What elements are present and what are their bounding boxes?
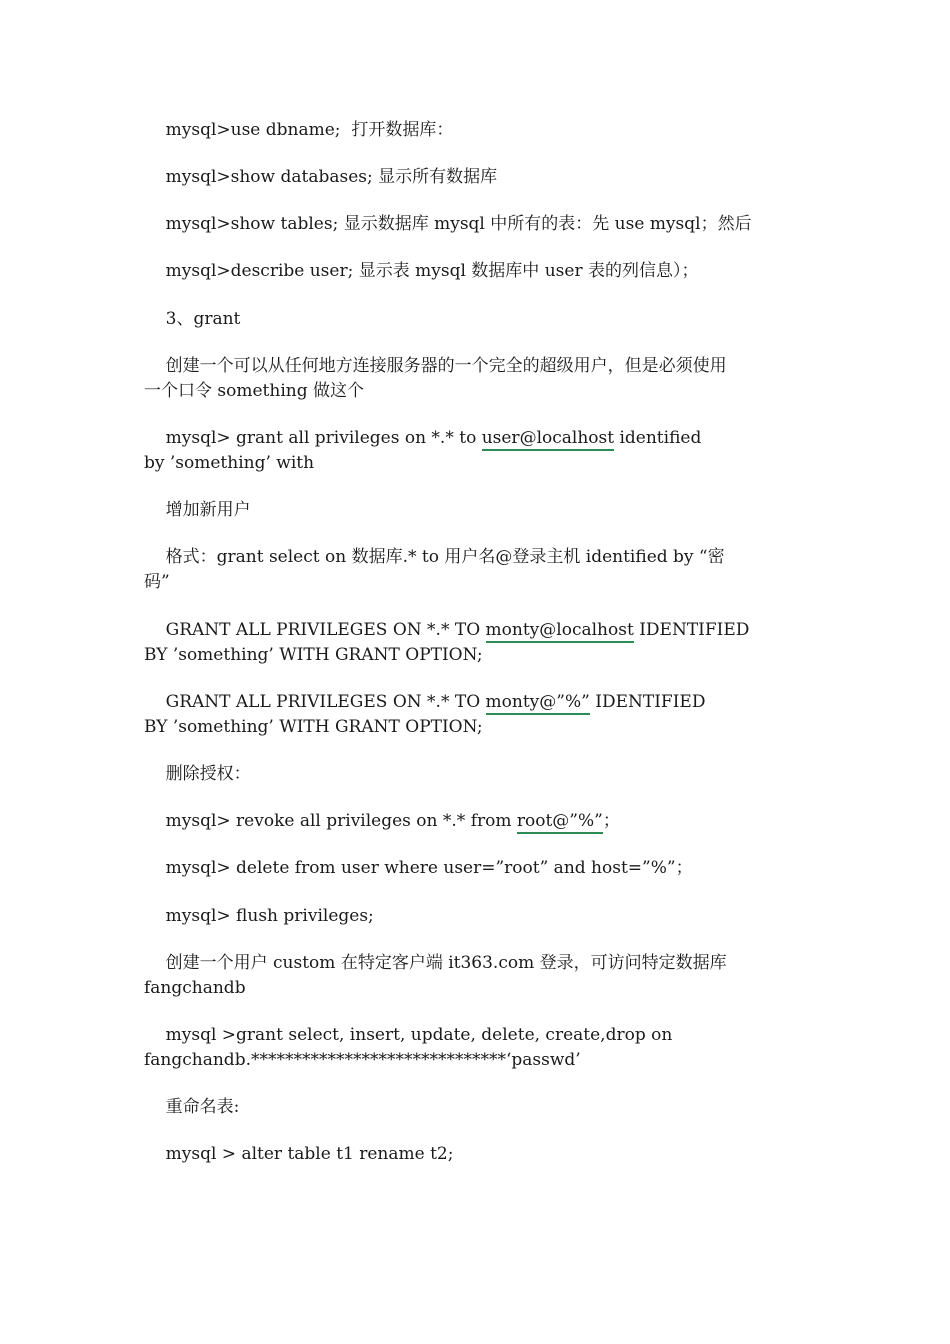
text-add-user: 增加新用户 xyxy=(165,500,251,520)
text-use-dbname: mysql>use dbname; 打开数据库： xyxy=(165,120,454,140)
text-create-custom-line2: fangchandb xyxy=(144,977,246,998)
paragraph-alter-table xyxy=(144,1142,824,1167)
paragraph-flush-privileges xyxy=(144,904,824,929)
paragraph-rename-heading xyxy=(144,1095,824,1120)
text-create-superuser-line1: 创建一个可以从任何地方连接服务器的一个完全的超级用户，但是必须使用 xyxy=(165,356,727,376)
paragraph-use-dbname xyxy=(144,118,824,143)
text-with-grant-option: BY ’something’ WITH GRANT OPTION; xyxy=(144,644,483,665)
text-delete-user: mysql> delete from user where user=”root” and host=”%”； xyxy=(165,858,693,878)
paragraph-create-superuser xyxy=(144,354,824,403)
text-create-superuser-line2: 一个口令 something 做这个 xyxy=(144,380,364,401)
paragraph-delete-user xyxy=(144,856,824,881)
link-root-any-host[interactable]: root@”%” xyxy=(517,811,603,834)
paragraph-show-tables xyxy=(144,212,824,237)
text-alter-table: mysql > alter table t1 rename t2; xyxy=(165,1144,454,1164)
text-revoke-prefix: mysql> revoke all privileges on *.* from xyxy=(165,811,517,831)
paragraph-grant-monty-any xyxy=(144,690,824,739)
text-show-databases: mysql>show databases; 显示所有数据库 xyxy=(165,167,498,187)
link-monty-localhost[interactable]: monty@localhost xyxy=(486,620,634,643)
paragraph-grant-all-user xyxy=(144,426,824,475)
text-flush-privileges: mysql> flush privileges; xyxy=(165,906,374,926)
text-create-custom-line1: 创建一个用户 custom 在特定客户端 it363.com 登录，可访问特定数据库 xyxy=(165,953,727,973)
paragraph-revoke-heading xyxy=(144,762,824,787)
text-by-something-with: by ’something’ with xyxy=(144,452,315,473)
text-grant-monty-prefix: GRANT ALL PRIVILEGES ON *.* TO xyxy=(165,620,486,640)
text-format-line1: 格式：grant select on 数据库.* to 用户名@登录主机 identified by “密 xyxy=(165,547,725,567)
text-show-tables: mysql>show tables; 显示数据库 mysql 中所有的表：先 use mysql；然后 xyxy=(165,214,752,234)
section-heading-grant xyxy=(144,307,824,332)
paragraph-format xyxy=(144,545,824,594)
paragraph-grant-monty-localhost xyxy=(144,618,824,667)
text-revoke-suffix: ； xyxy=(602,811,620,831)
paragraph-add-user xyxy=(144,498,824,523)
text-identified-upper-2: IDENTIFIED xyxy=(589,692,706,712)
paragraph-grant-select xyxy=(144,1023,824,1072)
text-grant-select-line1: mysql >grant select, insert, update, delete, create,drop on xyxy=(165,1025,673,1045)
text-grant-all-prefix: mysql> grant all privileges on *.* to xyxy=(165,428,482,448)
text-identified: identified xyxy=(614,428,702,448)
text-grant-select-line2: fangchandb.******************************‘passwd’ xyxy=(144,1049,581,1070)
text-identified-upper: IDENTIFIED xyxy=(633,620,750,640)
link-monty-any-host[interactable]: monty@”%” xyxy=(486,692,590,715)
paragraph-show-databases xyxy=(144,165,824,190)
text-grant-heading: 3、grant xyxy=(165,309,241,329)
paragraph-describe-user xyxy=(144,259,824,284)
text-with-grant-option-2: BY ’something’ WITH GRANT OPTION; xyxy=(144,716,483,737)
text-grant-monty-any-prefix: GRANT ALL PRIVILEGES ON *.* TO xyxy=(165,692,486,712)
link-user-localhost[interactable]: user@localhost xyxy=(482,428,614,451)
text-describe-user: mysql>describe user; 显示表 mysql 数据库中 user 表的列信息）； xyxy=(165,261,699,281)
text-rename-heading: 重命名表: xyxy=(165,1097,240,1117)
paragraph-create-custom-user xyxy=(144,951,824,1000)
paragraph-revoke-all xyxy=(144,809,824,834)
text-revoke-heading: 删除授权： xyxy=(165,764,251,784)
text-format-line2: 码” xyxy=(144,571,170,592)
